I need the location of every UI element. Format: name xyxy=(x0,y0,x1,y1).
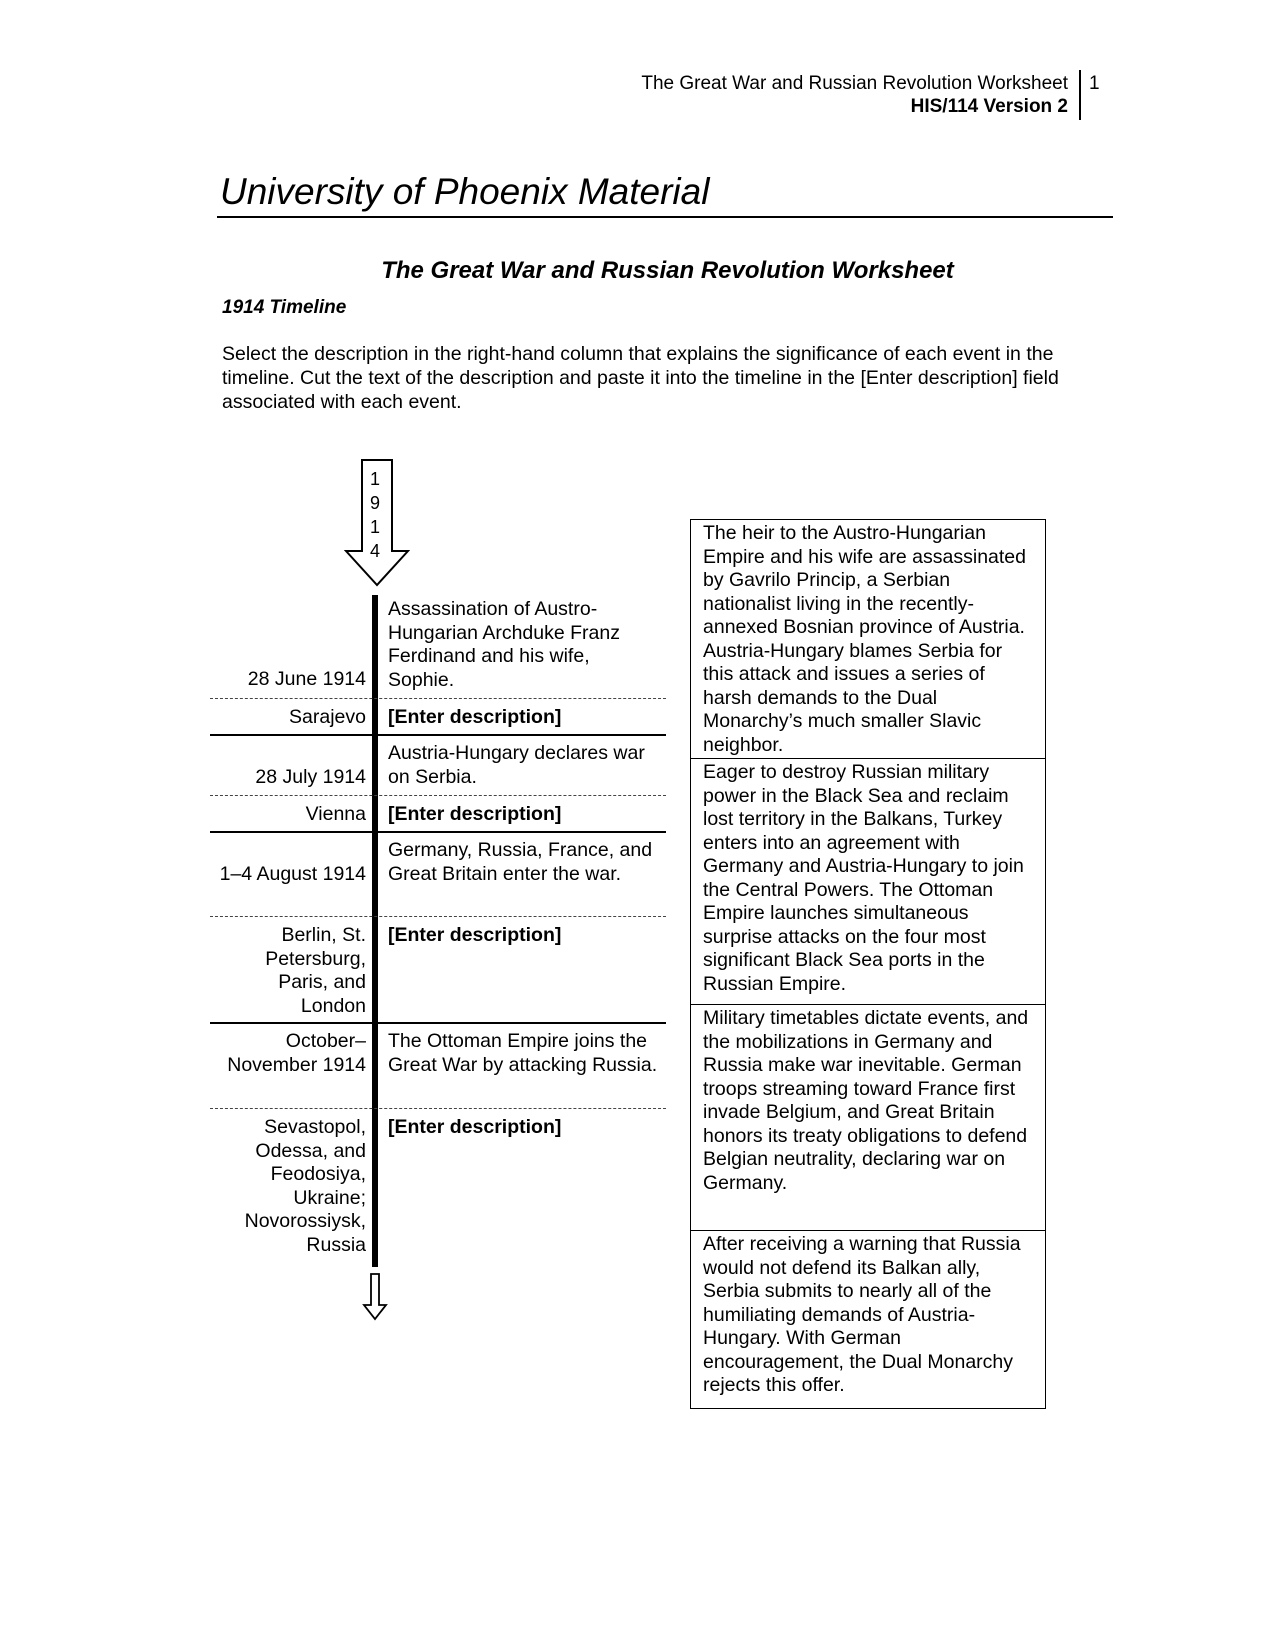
event-date: 28 June 1914 xyxy=(247,668,366,690)
instructions: Select the description in the right-hand column that explains the significance of each event in the timeline. Cut the text of the description and paste it into the timeline in the [Enter description] field associated with each event. xyxy=(222,343,1059,413)
year-digit: 1 xyxy=(369,517,380,537)
enter-description-field[interactable]: [Enter description] xyxy=(388,706,562,728)
description-option[interactable]: Eager to destroy Russian military power in the Black Sea and reclaim lost territory in the Balkans, Turkey enters into an agreement with Germany and Austria-Hungary to join the Central Powers. The Ottoman Empire launches simultaneous surprise attacks on the four most significant Black Sea ports in the Russian Empire. xyxy=(690,758,1046,1005)
header-divider xyxy=(1079,70,1081,120)
enter-description-field[interactable]: [Enter description] xyxy=(388,924,562,946)
event-location: Berlin, St. Petersburg, Paris, and London xyxy=(265,924,366,1017)
event-divider xyxy=(210,734,666,736)
event-title: Assassination of Austro-Hungarian Archduke Franz Ferdinand and his wife, Sophie. xyxy=(388,598,620,691)
event-date: 28 July 1914 xyxy=(255,766,366,788)
timeline-bar xyxy=(372,595,378,1267)
event-title: The Ottoman Empire joins the Great War by attacking Russia. xyxy=(388,1030,658,1076)
event-title: Germany, Russia, France, and Great Britain enter the war. xyxy=(388,839,653,885)
event-date: October–November 1914 xyxy=(227,1030,366,1076)
event-location: Vienna xyxy=(305,803,366,825)
event-location: Sarajevo xyxy=(289,706,366,728)
year-digit: 9 xyxy=(369,493,380,513)
timeline-year xyxy=(365,467,385,563)
event-divider xyxy=(210,1022,666,1024)
row-divider xyxy=(210,795,666,796)
year-digit: 1 xyxy=(369,469,380,489)
row-divider xyxy=(210,916,666,917)
row-divider xyxy=(210,1108,666,1109)
event-title: Austria-Hungary declares war on Serbia. xyxy=(388,742,645,788)
event-date: 1–4 August 1914 xyxy=(219,863,366,885)
section-title: 1914 Timeline xyxy=(222,297,347,318)
page-number: 1 xyxy=(1089,73,1100,94)
timeline-end-arrow-icon xyxy=(362,1273,388,1321)
description-option[interactable]: Military timetables dictate events, and the mobilizations in Germany and Russia make war inevitable. German troops streaming toward France first invade Belgium, and Great Britain honors its treaty obligations to defend Belgian neutrality, declaring war on Germany. xyxy=(690,1004,1046,1231)
worksheet-title: The Great War and Russian Revolution Worksheet xyxy=(381,257,954,284)
description-option[interactable]: After receiving a warning that Russia would not defend its Balkan ally, Serbia submits to nearly all of the humiliating demands of Austria-Hungary. With German encouragement, the Dual Monarchy rejects this offer. xyxy=(690,1230,1046,1409)
event-location: Sevastopol, Odessa, and Feodosiya, Ukraine; Novorossiysk, Russia xyxy=(244,1116,366,1256)
year-digit: 4 xyxy=(369,541,380,561)
description-option[interactable]: The heir to the Austro-Hungarian Empire and his wife are assassinated by Gavrilo Princip, a Serbian nationalist living in the recently-annexed Bosnian province of Austria. Austria-Hungary blames Serbia for this attack and issues a series of harsh demands to the Dual Monarchy’s much smaller Slavic neighbor. xyxy=(690,519,1046,759)
university-heading: University of Phoenix Material xyxy=(220,171,710,212)
enter-description-field[interactable]: [Enter description] xyxy=(388,1116,562,1138)
row-divider xyxy=(210,698,666,699)
event-divider xyxy=(210,831,666,833)
enter-description-field[interactable]: [Enter description] xyxy=(388,803,562,825)
header-title: The Great War and Russian Revolution Worksheet xyxy=(641,73,1068,94)
running-header xyxy=(560,72,1068,118)
heading-rule xyxy=(217,216,1113,218)
header-course: HIS/114 Version 2 xyxy=(910,96,1068,117)
